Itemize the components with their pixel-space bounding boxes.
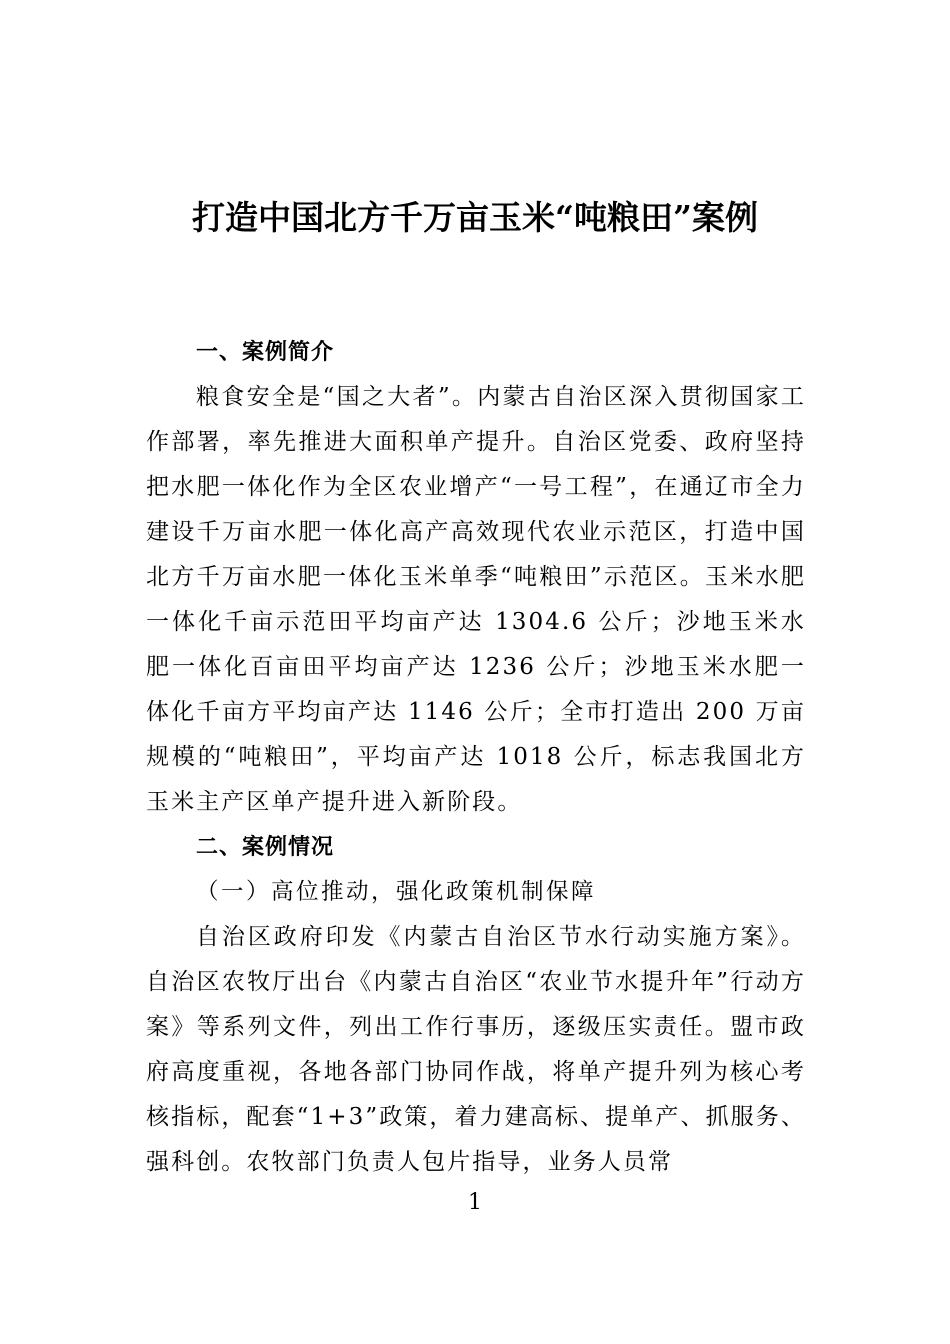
section-heading-intro: 一、案例简介	[196, 340, 335, 365]
subsection-heading-policy: （一）高位推动，强化政策机制保障	[196, 879, 597, 905]
page-number: 1	[468, 1190, 482, 1215]
document-body	[146, 330, 806, 1185]
document-title: 打造中国北方千万亩玉米“吨粮田”案例	[192, 198, 758, 237]
section-heading-situation: 二、案例情况	[196, 835, 335, 860]
subsection-paragraph-policy: 自治区政府印发《内蒙古自治区节水行动实施方案》。自治区农牧厅出台《内蒙古自治区“农业节水提升年”行动方案》等系列文件，列出工作行事历，逐级压实责任。盟市政府高度重视，各地各部门协同作战，将单产提升列为核心考核指标，配套“1+3”政策，着力建高标、提单产、抓服务、强科创。农牧部门负责人包片指导，业务人员常	[146, 924, 806, 1175]
section-paragraph-intro: 粮食安全是“国之大者”。内蒙古自治区深入贯彻国家工作部署，率先推进大面积单产提升。自治区党委、政府坚持把水肥一体化作为全区农业增产“一号工程”，在通辽市全力建设千万亩水肥一体化高产高效现代农业示范区，打造中国北方千万亩水肥一体化玉米单季“吨粮田”示范区。玉米水肥一体化千亩示范田平均亩产达 1304.6 公斤；沙地玉米水肥一体化百亩田平均亩产达 1236 公斤；沙地玉米水肥一体化千亩方平均亩产达 1146 公斤；全市打造出 200 万亩规模的“吨粮田”，平均亩产达 1018 公斤，标志我国北方玉米主产区单产提升进入新阶段。	[146, 384, 806, 815]
